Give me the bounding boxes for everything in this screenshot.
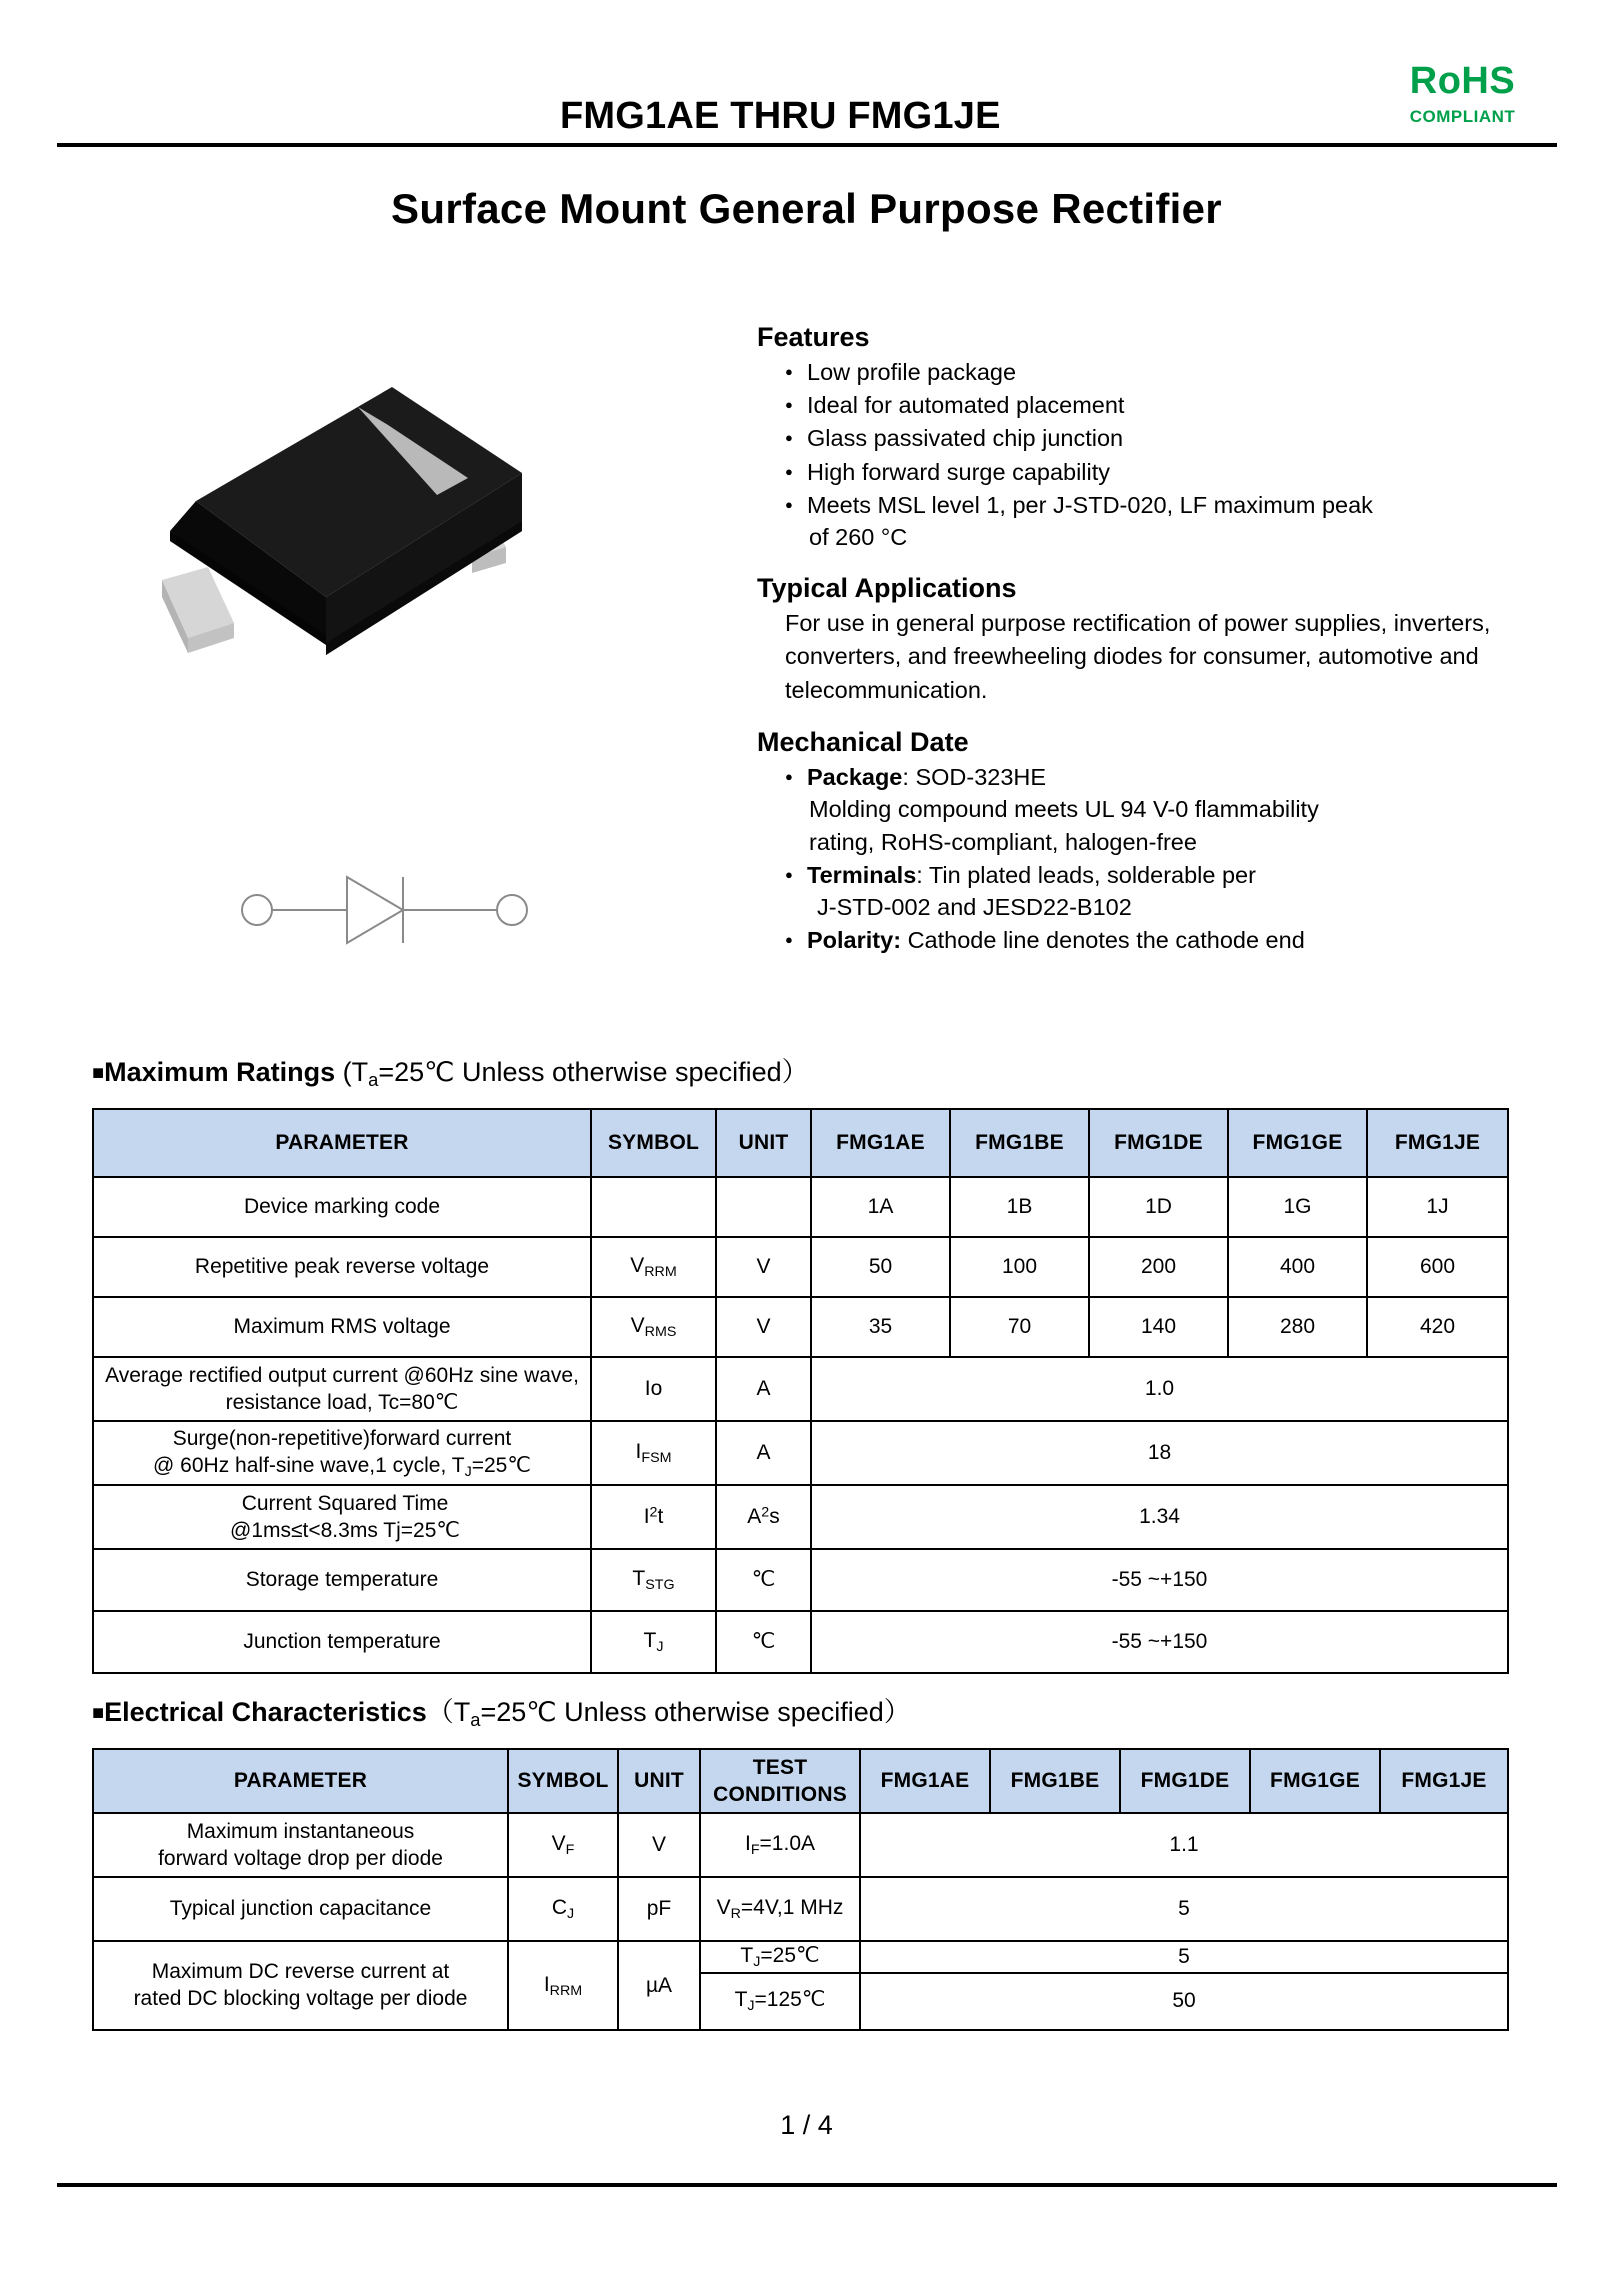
row-label: [93, 1813, 508, 1877]
cell-value: 70: [950, 1297, 1089, 1357]
cell-value: 50: [860, 1973, 1508, 2030]
electrical-table: [92, 1748, 1509, 2031]
bullet-square-icon: ■: [92, 1702, 105, 1724]
col-parameter: PARAMETER: [93, 1109, 591, 1177]
cell-unit: V: [716, 1237, 811, 1297]
max-ratings-caption: ■Maximum Ratings ($T_a=25℃$ Unless otherwise specified）: [92, 1057, 809, 1091]
rohs-compliant-label: COMPLIANT: [1409, 107, 1516, 126]
mechanical-label-terminals: Terminals: [807, 861, 917, 888]
cell-value: 600: [1367, 1237, 1508, 1297]
col-symbol: SYMBOL: [508, 1749, 618, 1813]
footer-divider: [57, 2183, 1557, 2187]
cell-symbol: Io: [591, 1357, 716, 1421]
page-title: Surface Mount General Purpose Rectifier: [391, 185, 1222, 232]
cell-symbol: $I_{RRM}$: [508, 1941, 618, 2030]
cell-symbol: $V_{RMS}$: [591, 1297, 716, 1357]
mechanical-heading: Mechanical Date: [757, 727, 969, 758]
cell-value: 100: [950, 1237, 1089, 1297]
list-item: ● High forward surge capability: [785, 456, 1547, 488]
cell-unit: V: [716, 1297, 811, 1357]
row-label: Device marking code: [93, 1177, 591, 1237]
list-item: ● Meets MSL level 1, per J-STD-020, LF maximum peak of 260 °C: [785, 489, 1547, 553]
package-photo: [130, 335, 570, 685]
cell-value: 1.34: [811, 1485, 1508, 1549]
table-header-row: [93, 1109, 1508, 1177]
cell-unit: $A^2s$: [716, 1485, 811, 1549]
list-item: ● Terminals: Tin plated leads, solderable per J-STD-002 and JESD22-B102: [785, 859, 1547, 923]
cell-symbol: $I_{FSM}$: [591, 1421, 716, 1485]
cell-unit: A: [716, 1421, 811, 1485]
col-unit: UNIT: [618, 1749, 700, 1813]
cell-unit: µA: [618, 1941, 700, 2030]
features-list: [757, 356, 1547, 553]
cell-condition: $T_J=125℃$: [700, 1973, 860, 2030]
col-fmg1de: FMG1DE: [1089, 1109, 1228, 1177]
row-label: Junction temperature: [93, 1611, 591, 1673]
cell-symbol: $V_{RRM}$: [591, 1237, 716, 1297]
cell-value: 140: [1089, 1297, 1228, 1357]
part-number-header: FMG1AE THRU FMG1JE: [560, 95, 1001, 137]
cell-unit: A: [716, 1357, 811, 1421]
row-label-line1: Average rectified output current @60Hz sine wave,: [105, 1363, 579, 1387]
col-symbol: SYMBOL: [591, 1109, 716, 1177]
cell-condition: $I_F=1.0A$: [700, 1813, 860, 1877]
row-label: Repetitive peak reverse voltage: [93, 1237, 591, 1297]
header-divider: [57, 143, 1557, 147]
col-fmg1ae: FMG1AE: [860, 1749, 990, 1813]
row-label-line1: Surge(non-repetitive)forward current: [172, 1426, 512, 1450]
col-fmg1de: FMG1DE: [1120, 1749, 1250, 1813]
table-row: [93, 1357, 1508, 1421]
rohs-logo: [1370, 62, 1555, 127]
cell-value: 18: [811, 1421, 1508, 1485]
applications-text: For use in general purpose rectification of power supplies, inverters, converters, and freewheeling diodes for consumer, automotive and telecommunication.: [785, 610, 1491, 703]
diode-schematic-symbol: [235, 855, 535, 965]
row-label: Maximum RMS voltage: [93, 1297, 591, 1357]
max-ratings-table: [92, 1108, 1509, 1674]
mechanical-label-polarity: Polarity:: [807, 927, 902, 954]
bullet-square-icon: ■: [92, 1062, 105, 1084]
cell-value: 280: [1228, 1297, 1367, 1357]
cell-value: -55 ~+150: [811, 1611, 1508, 1673]
cell-value: 5: [860, 1877, 1508, 1941]
cell-value: -55 ~+150: [811, 1549, 1508, 1611]
mechanical-list: [757, 761, 1547, 956]
table-row: [93, 1611, 1508, 1673]
table-row: [93, 1877, 1508, 1941]
cell-condition: $T_J=25℃$: [700, 1941, 860, 1973]
col-unit: UNIT: [716, 1109, 811, 1177]
electrical-caption: ■Electrical $Characteristics(T_a=25℃$ Unless otherwise specified）: [92, 1697, 911, 1731]
applications-heading: Typical Applications: [757, 573, 1017, 604]
col-fmg1je: FMG1JE: [1367, 1109, 1508, 1177]
cell-symbol: $V_F$: [508, 1813, 618, 1877]
row-label-line1: Current Squared Time: [241, 1491, 449, 1515]
cell-unit: V: [618, 1813, 700, 1877]
cell-value: 5: [860, 1941, 1508, 1973]
cell-value: 35: [811, 1297, 950, 1357]
table-header-row: [93, 1749, 1508, 1813]
list-item: ● Package: SOD-323HE Molding compound meets UL 94 V-0 flammability rating, RoHS-compliant, halogen-free: [785, 761, 1547, 858]
test-conditions-line1: TEST: [752, 1755, 808, 1779]
cell-value: 1A: [811, 1177, 950, 1237]
cell-value: 1J: [1367, 1177, 1508, 1237]
list-item: ● Glass passivated chip junction: [785, 422, 1547, 454]
row-label-line1: Maximum DC reverse current at: [151, 1959, 450, 1983]
table-row: [93, 1297, 1508, 1357]
table-row: [93, 1237, 1508, 1297]
row-label-line2: resistance load, Tc=80℃: [225, 1391, 459, 1414]
col-fmg1ae: FMG1AE: [811, 1109, 950, 1177]
cell-value: 1D: [1089, 1177, 1228, 1237]
cell-symbol: [591, 1177, 716, 1237]
cell-condition: $V_R=4V,1$ MHz: [700, 1877, 860, 1941]
table-row: [93, 1421, 1508, 1485]
col-fmg1ge: FMG1GE: [1250, 1749, 1380, 1813]
row-label-line2: rated DC blocking voltage per diode: [133, 1987, 468, 2011]
row-label: [93, 1421, 591, 1485]
row-label: Storage temperature: [93, 1549, 591, 1611]
list-item: ● Low profile package: [785, 356, 1547, 388]
cell-value: 50: [811, 1237, 950, 1297]
cell-unit: [716, 1177, 811, 1237]
cell-value: 1G: [1228, 1177, 1367, 1237]
cell-unit: ℃: [716, 1549, 811, 1611]
row-label-line2: @ 60Hz half-sine wave,1 cycle, $T_J=25℃$: [153, 1453, 531, 1480]
row-label-line1: Maximum instantaneous: [186, 1819, 415, 1843]
col-parameter: PARAMETER: [93, 1749, 508, 1813]
cell-value: 1B: [950, 1177, 1089, 1237]
rohs-label: RoHS: [1409, 60, 1516, 102]
cell-value: 400: [1228, 1237, 1367, 1297]
right-info-column: [757, 322, 1547, 957]
mechanical-label-package: Package: [807, 764, 903, 791]
row-label-line2: @1ms≤t<8.3ms Tj=25℃: [230, 1519, 460, 1542]
col-fmg1be: FMG1BE: [990, 1749, 1120, 1813]
table-row: [93, 1813, 1508, 1877]
table-row: [93, 1485, 1508, 1549]
cell-value: 200: [1089, 1237, 1228, 1297]
col-fmg1be: FMG1BE: [950, 1109, 1089, 1177]
features-heading: Features: [757, 322, 870, 352]
row-label: Typical junction capacitance: [93, 1877, 508, 1941]
row-label: [93, 1357, 591, 1421]
row-label: [93, 1485, 591, 1549]
col-fmg1je: FMG1JE: [1380, 1749, 1508, 1813]
cell-symbol: $I^2t$: [591, 1485, 716, 1549]
list-item: ● Polarity: Cathode line denotes the cathode end: [785, 924, 1547, 956]
col-fmg1ge: FMG1GE: [1228, 1109, 1367, 1177]
cell-unit: ℃: [716, 1611, 811, 1673]
row-label-line2: forward voltage drop per diode: [158, 1847, 443, 1870]
cell-value: 1.0: [811, 1357, 1508, 1421]
cell-symbol: $T_J$: [591, 1611, 716, 1673]
table-row: [93, 1177, 1508, 1237]
cell-symbol: $T_{STG}$: [591, 1549, 716, 1611]
cell-unit: pF: [618, 1877, 700, 1941]
col-test-conditions: [700, 1749, 860, 1813]
table-row: [93, 1549, 1508, 1611]
cell-symbol: $C_J$: [508, 1877, 618, 1941]
test-conditions-line2: CONDITIONS: [713, 1783, 847, 1806]
row-label: [93, 1941, 508, 2030]
list-item: ● Ideal for automated placement: [785, 389, 1547, 421]
page-number: 1 / 4: [780, 2110, 833, 2140]
cell-value: 1.1: [860, 1813, 1508, 1877]
table-row: [93, 1941, 1508, 1973]
cell-value: 420: [1367, 1297, 1508, 1357]
